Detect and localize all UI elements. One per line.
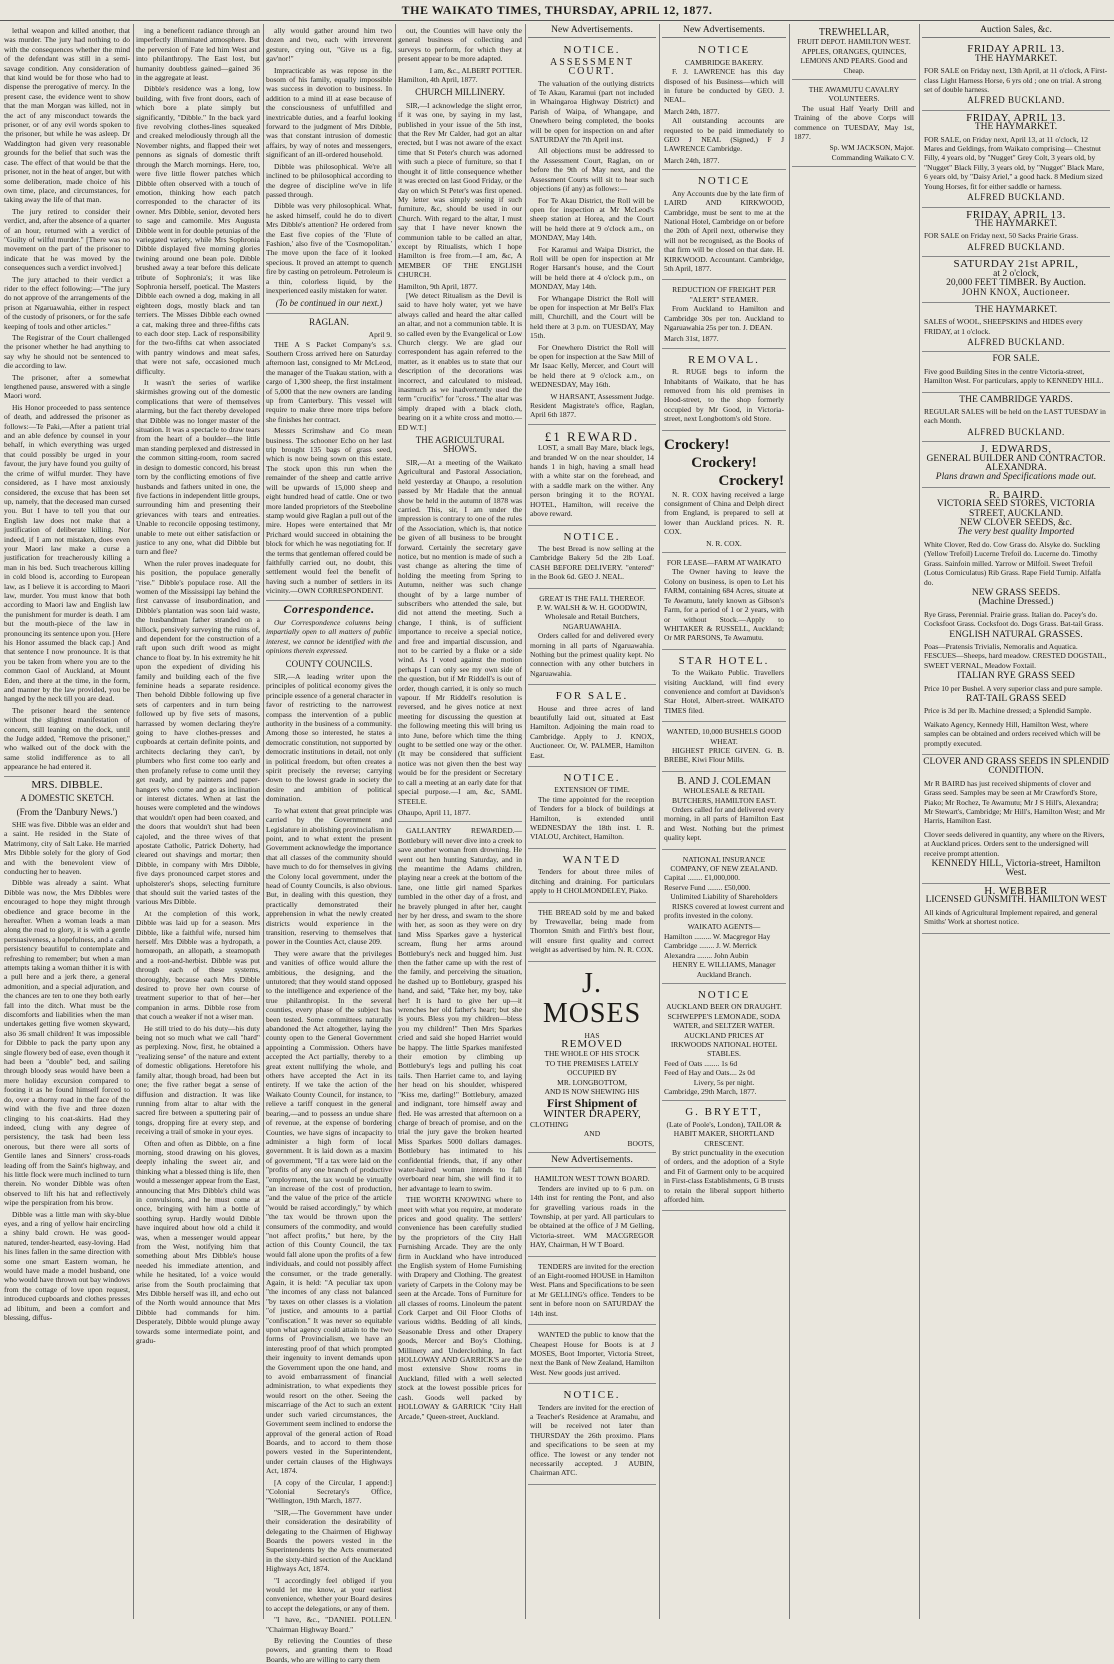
ad-title: £1 REWARD. bbox=[544, 428, 640, 444]
ad-body: Rye Grass, Perennial. Prairie grass. Italian do. Pacey's do. Cocksfoot Grass. Cocksfoot do. Dogs Grass. Bat-tail Grass. bbox=[924, 609, 1104, 629]
letter-signature: I am, &c., ALBERT POTTER. bbox=[429, 65, 522, 75]
editorial-note: Our Correspondence columns being impartially open to all matters of public interest, we cannot be identified with the opinions therein expressed. bbox=[266, 617, 392, 656]
ad-subtitle: EXTENSION OF TIME. bbox=[554, 785, 630, 795]
ad-text: MR. LONGBOTTOM, bbox=[557, 1077, 627, 1087]
auction-time: at 2 o'clock, bbox=[993, 268, 1039, 279]
ad-title: B. AND J. COLEMAN bbox=[677, 775, 771, 787]
ad-title: NOTICE bbox=[697, 44, 751, 57]
ad-body: TENDERS are invited for the erection of an Eight-roomed HOUSE in Hamilton West. Plans and Specifications to be seen at Mr GELLING's office. Tenders to be sent in before noon on SATURDAY the 14th inst. bbox=[530, 1261, 654, 1318]
ad-subtitle: FRUIT DEPOT. HAMILTON WEST. APPLES, ORANGES, QUINCES, LEMONS AND PEARS. Good and Cheap. bbox=[797, 37, 911, 75]
ad-line: Reserve Fund ........ £50,000. bbox=[664, 882, 751, 892]
article-paragraph: To what extent that great principle was carried by the Government and Legislature in abolishing provincialism in point, and to what extent the present Government acknowledge the importance that all classes of the community should have much to do for themselves in giving the Colony local government, under the head of County Councils, is also obvious. But, in dealing with this question, they practically demonstrated their apprehension in what the newly created districts would experience in the transition, reserving to themselves that power in the Counties Act, clause 209. bbox=[266, 805, 392, 947]
advertisement bbox=[662, 283, 786, 348]
article-paragraph: The jury retired to consider their verdict, and, after the absence of a quarter of an hour, returned with a verdict of "Guilty of wilful murder." [There was no movement on the part of the prisoner to indicate that he was moved by the consequences such a verdict involved.] bbox=[4, 206, 130, 273]
auction-notice bbox=[922, 257, 1110, 303]
column-4 bbox=[398, 26, 522, 1617]
ad-body: THE BREAD sold by me and baked by Trewavellar, being made from Thornton Smith and Firth's best flour, will ensure first quality and correct weight as advertised by him. N. R. COX. bbox=[530, 907, 654, 955]
article-paragraph: SIR,—I acknowledge the slight error, if it was one, by saying in my last, published in your issue of the 5th inst, that the Rev Mr Calder, had got an altar erected, but I was not aware of the exact time that St Peter's church was adorned with such a piece of furniture, so that I thought it of little consequence whether it was erected on last Good Friday, or the day on which St Peter's was first opened. My letter was simply seeing if such furniture, &c, should be used in our Church. With regard to the altar, I must say that I have never known the communion table to be called an altar, except by Ritualists, which I hope Hamilton is free from.—I am, &c, A MEMBER OF THE ENGLISH CHURCH. bbox=[398, 100, 522, 280]
ad-title: ASSESSMENT COURT. bbox=[550, 56, 634, 78]
ad-body: F. J. LAWRENCE has this day disposed of his Business—which will in future be conducted by GEO. J. NEAL. bbox=[664, 67, 784, 105]
ad-body: To the Waikato Public. Travellers visiting Auckland, will find every convenience and comfort at Davidson's Star Hotel, Albert-street. WAIKATO TIMES filed. bbox=[664, 668, 784, 715]
ad-body: HIGHEST PRICE GIVEN. G. B. BREBE, Kiwi Flour Mills. bbox=[664, 745, 784, 765]
section-header: New Advertisements. bbox=[662, 26, 786, 38]
article-paragraph: It wasn't the series of warlike skirmishes growing out of the domestic complications that were of themselves alarming, but the fact thereby developed that Dibble was no longer master of the situation. It was a spectacle to draw tears from the heart of a boulder—the little man standing perplexed and distressed in the common sitting-room, room sacred in design to domestic concord, his breast torn by the conflicting emotions of five husbands and fathers united in one, the five factions in independent little groups, surrounding him and presenting their grievances with tears and entreaties. Unable to reconcile opposing testimony, unable to mete out either satisfaction or justice to any one, what did Dibble but turn and flee? bbox=[136, 378, 260, 557]
continued-note: (To be continued in our next.) bbox=[275, 298, 383, 309]
advertisement bbox=[528, 770, 656, 849]
ad-body: By strict punctuality in the execution of orders, and the adoption of a Style and Fit of Garment only to be acquired in First-class Establishments, G B trusts to retain the liberal support hitherto afforded him. bbox=[664, 1148, 784, 1205]
advertisement bbox=[528, 42, 656, 424]
auction-place: THE HAYMARKET. bbox=[974, 53, 1058, 64]
advertisement bbox=[528, 592, 656, 686]
article-paragraph: ing a beneficent radiance through an imperfectly illuminated atmosphere. But the perversion of Fate led him West and into philanthropy. The East lost, but humanity doubtless gained—gained 36 in the aggregate at least. bbox=[136, 26, 260, 83]
auction-signature: ALFRED BUCKLAND. bbox=[967, 241, 1065, 252]
advertisement bbox=[662, 653, 786, 722]
ad-title: REDUCTION OF FREIGHT PER "ALERT" STEAMER. bbox=[672, 285, 776, 304]
advertisement-moses bbox=[528, 965, 656, 1153]
ad-subtitle: NEW CLOVER SEEDS, &c. bbox=[960, 518, 1072, 529]
ad-date: March 24th, 1877. bbox=[664, 106, 720, 116]
ad-title: NOTICE. bbox=[563, 1389, 621, 1402]
ad-subtitle: AUCKLAND BEER ON DRAUGHT. SCHWEPPE'S LEMONADE, SODA WATER, and SELTZER WATER. bbox=[666, 1002, 782, 1031]
section-header: New Advertisements. bbox=[528, 1156, 656, 1168]
article-paragraph: Messrs Scrimshaw and Co mean business. The schooner Echo on her last trip brought 135 bags of grass seed, which is now being sown on this estate. The stock upon this run when the remainder of the sheep and cattle arrive will be upwards of 15,000 sheep and eight hundred head of cattle. One or two more landed proprietors of the Steeboline stamp would give Raglan a pull out of the mire. Hopes were entertained that Mr Prichard would succeed in obtaining the block for which he was negotiating for. If the terms that gentleman offered could be faithfully carried out, no doubt, this settlement would feel the benefit of having such a number of settlers in its vicinity.—OWN CORRESPONDENT. bbox=[266, 426, 392, 596]
auction-place: THE CAMBRIDGE YARDS. bbox=[959, 394, 1073, 405]
ad-body: For Whangape District the Roll will be open for inspection at Mr Bell's Flax mill, Churchill, and the Court will be held there at 3 p.m. on TUESDAY, May 15th. bbox=[530, 293, 654, 341]
article-paragraph: The Registrar of the Court challenged the prisoner whether he had anything to say why he should not be sentenced to die according to law. bbox=[4, 333, 130, 371]
auction-signature: ALFRED BUCKLAND. bbox=[967, 95, 1065, 106]
ad-body: Plans drawn and Specifications made out. bbox=[935, 472, 1097, 483]
article-paragraph: His Honor proceeded to pass sentence of death, and addressed the prisoner as follows:—Te Paki,—After a patient trial and an able defence by counsel in your behalf, in which everything was urged that could possibly be urged in your favour, the jury have found you guilty of the crime of wilful murder. They have considered, as I have most anxiously considered, the excuse that has been set up, namely, that the deceased man cursed you. But I have to tell you that our English law does not make that a justification of deliberate killing. Nor indeed, if I am not mistaken, does even your Maori law make a curse a justification for treacherously killing a man in his bed. Such treacherous killing in cold blood is, according to European law, as I believe it is according to Maori law, murder. You must know that both according to Maori law and English law the punishment for murder is death. I am but the mouth-piece of the law in pronouncing its sentence upon you. [Here his Honor assumed the black cap.] And that sentence I now pronounce. It is that you be taken from where you are to the common Gaol of Auckland, at Mount Eden, and there at the time, in the form, and manner by the law provided, you be hanged by the neck till you are dead. bbox=[4, 402, 130, 704]
ad-title: STAR HOTEL. bbox=[678, 654, 770, 667]
advertisement bbox=[662, 352, 786, 431]
article-paragraph: GALLANTRY REWARDED.—Bottlebury will never dive into a creek to save another woman from drowning. He went out hen hunting Saturday, and in the meantime the Adams children, playing near a creek at the bottom of the lane, one little girl named Sparkes tumbled in the other day of a frost, and he bravely plunged in after her, caught her by her dress, and swam to the shore with her, as soon as they were on dry land Miss Sparkes gave a hysterical scream, flung her arms around Bottlebury's neck and hugged him. Just then the father came up with the rest of the family, and perceiving the situation, he dashed up to Bottlebury, grasped his hand, and said, "Take her, my boy, take her! It is hard to give her up—it wrenches her old father's heart; but she is yours. Bless you my children—bless you my children!" Then Mrs Sparkes cried and said she hoped Harriet would be happy. The little Sparkes manifested their emotion by climbing up Bottlebury's legs and pulling his coat tails. Then Harriet came to, and laying her head on his shoulder, whispered "Kiss me, darling!" Bottlebury, amazed and indignant, tore himself away and fled. He was arrested that afternoon on a charge of breach of promise, and on the trial the jury gave the broken hearted Miss Sparkes 5000 dollars damages. Bottlebury has intimated to his confidential friends, that, if any other water-haired woman intends to fall overboard near him, she will find it to her advantage to learn to swim. bbox=[398, 826, 522, 1193]
article-paragraph: "I accordingly feel obliged if you would let me know, at your earliest convenience, whether your Board desires to accept the delegations, or any of them. bbox=[266, 1575, 392, 1613]
article-paragraph: THE WORTH KNOWING where to meet with what you require, at moderate prices and good quality. The settlers' convenience has been carefully studied by the proprietors of the City Hall Furnishing Arcade. They are the only firm in Auckland who have introduced the English system of Home Furnishing with Drapery and Clothing. The greatest variety of Carpets in the Colony may be seen at the Arcade. Tons of Furniture for all classes of rooms. Linoleum the patent Cork Carpet and Oil Floor Cloths of various widths. Bedding of all kinds, Seasonable Dress and other Drapery goods, Mercer and Boy's Clothing, Millinery and Underclothing. In fact HOLLOWAY AND GARRICK'S are the most extensive Show rooms in Auckland, filled with a well selected stock at the lowest possible prices for cash. Goods well packed by HOLLOWAY & GARRICK "City Hall Arcade," Queen-street, Auckland. bbox=[398, 1195, 522, 1421]
dateline: Hamilton, 4th April, 1877. bbox=[398, 75, 478, 85]
ad-signature: W HARSANT, Assessment Judge. bbox=[550, 391, 654, 401]
article-paragraph: "I have, &c., "DANIEL POLLEN. "Chairman Highway Board." bbox=[266, 1615, 392, 1634]
ad-subtitle: (Late of Poole's, London), TAILOR & HABIT MAKER, SHORTLAND CRESCENT. bbox=[666, 1119, 782, 1148]
column-8 bbox=[922, 26, 1110, 1617]
ad-line: Feed of Oats ........ 1s 6d bbox=[664, 1058, 738, 1068]
ad-title: THE AWAMUTU CAVALRY VOLUNTEERS. bbox=[808, 85, 900, 104]
divider bbox=[398, 821, 522, 822]
ad-body: The usual Half Yearly Drill and Training of the above Corps will commence on TUESDAY, May 1st, 1877. bbox=[794, 103, 914, 142]
ad-title: H. WEBBER bbox=[984, 884, 1048, 897]
ad-title: NOTICE. bbox=[563, 772, 621, 785]
divider bbox=[4, 776, 130, 777]
masthead: THE WAIKATO TIMES, THURSDAY, APRIL 12, 1877. bbox=[0, 0, 1114, 21]
advertisement bbox=[528, 906, 656, 962]
advertisement-crockery bbox=[662, 434, 786, 553]
article-paragraph: The jury attached to their verdict a rider to the effect following:—"The jury do not approve of the arrangements of the prison at Ngaruawahia, either in respect of the custody of prisoners, or for the safe keeping of tools and other articles." bbox=[4, 274, 130, 331]
ad-body: White Clover, Red do. Cow Grass do. Alsyke do. Suckling (Yellow Trefoil) Lucerne Trefoil do. Lucerne do. Timothy Grass. Sainfoin milled. Yarrow or Milfoil. Sweet Trefoil (Lotus Corniculatus) Rib Grass. Rape Field Turnip. Alfalfa do. bbox=[924, 539, 1101, 587]
section-header: New Advertisements. bbox=[528, 26, 656, 38]
ad-body: Clover seeds delivered in quantity, any where on the Rivers, at Auckland prices. Orders sent to the undersigned will receive prompt attention. bbox=[924, 829, 1105, 858]
ad-text: REMOVED bbox=[561, 1037, 623, 1050]
column-rule bbox=[919, 24, 920, 1619]
ad-body: The valuation of the outlying districts of Te Akau, Karamui (part not included in Whaingaroa Highway District) and Parish of Waipa, of Whangape, and Onewhero being completed, the books will be open for inspection on and after SATURDAY the 7th April inst. bbox=[530, 78, 654, 145]
ad-date: Resident Magistrate's office, Raglan, April 6th 1877. bbox=[530, 401, 654, 420]
ad-body: From Auckland to Hamilton and Cambridge 30s per ton. Auckland to Ngaruawahia 25s per ton. J. DEAN. bbox=[664, 304, 784, 332]
advertisement bbox=[662, 853, 786, 984]
article-paragraph: SIR,—At a meeting of the Waikato Agricultural and Pastoral Association, held yesterday at Ohaupo, a resolution passed by Mr Hadale that the annual show be held in the autumn of 1878 was carried. This, sir, I am under the impression is contrary to one of the rules of the Association, which is, that notice be given of all business to be brought forward. Certainly the secretary gave notice, but no mention is made of such a vast change as altering the time of holding the meeting from Spring to Autumn, neither was such change thought of by a large number of subscribers who attended the sale, but did not attend the meeting. Such a change, I think, is of sufficient importance to receive a special notice, and free and impartial discussion, and not to be carried by a fluke or a side wind. As I voted against the motion perhaps I can only see my own side of the question, but if Mr Riddell's is out of order, though carried, it is only so much vapour. If Mr Riddell's resolution is reversed, and he gives notice at next meeting for discussing the question at the following meeting this will bring us into June, before which time the thing ought to be settled one way or the other. (It may be considered that sufficient notice was not given then the best way would be for the president or Secretary to call a meeting at an early date for that special purpose.—I am, &c, SAML STEELE. bbox=[398, 457, 522, 806]
advertisement bbox=[528, 1260, 656, 1325]
ad-subtitle: NEW GRASS SEEDS. bbox=[971, 587, 1061, 598]
ad-body: Any Accounts due by the late firm of LAIRD AND KIRKWOOD, Cambridge, must be sent to me at the National Hotel, Cambridge on or before the 20th of April next, otherwise they will not be recognised, as the Books of that firm will be closed on that date. H. KIRKWOOD. Accountant. Cambridge, 5th April, 1877. bbox=[664, 188, 784, 273]
ad-signature: HENRY E. WILLIAMS, Manager Auckland Branch. bbox=[672, 960, 776, 979]
ad-body: The time appointed for the reception of Tenders for a block of buildings at Hamilton, is extended until WEDNESDAY the 18th inst. I. R. VIALOU, Architect, Hamilton. bbox=[530, 794, 654, 842]
article-paragraph: By relieving the Counties of these powers, and granting them to Road Boards, who are willing to carry them bbox=[266, 1636, 392, 1664]
auction-body: Five good Building Sites in the centre Victoria-street, Hamilton West. For particulars, apply to KENNEDY HILL. bbox=[924, 366, 1104, 386]
article-paragraph: out, the Counties will have only the general business of collecting and surveys to perform, for which they at present appear to be more adapted. bbox=[398, 26, 522, 64]
article-paragraph: He still tried to do his duty—his duty being not so much what we call "hard" as perplexing. Now, first, he obtained a "realizing sense" of the nature and extent of domestic obligations. Heretofore his family altar, though broad, had been but one; the five rather begat a sense of diffusion and distraction. It was like running from altar to altar with the sacred fire between a sputtering pair of tongs, dropping fire at every step, and receiving a trail of smoke in your eyes. bbox=[136, 1023, 260, 1137]
article-paragraph: SHE was five. Dibble was an elder and a saint. He resided in the State of Matrimony, city of Salt Lake. He married Mrs Dibble solely for the glory of God and with the benevolent view of conducting her to heaven. bbox=[4, 819, 130, 876]
ad-subtitle: GENERAL BUILDER AND CONTRACTOR. ALEXANDRA. bbox=[926, 453, 1106, 474]
article-paragraph: Dibble was already a saint. What Dibble was now, the Mrs Dibbles were encouraged to hope they might through obedience and grace become in the hereafter. When a woman leads a man along the road to glory, it is with a gentle persuasiveness, a hopefulness, and a calm persistency beautiful to contemplate and refreshing to remember; but when a man attempts taking a woman thither it is with a pull here and a jerk there, a general admonition, and a special adjuration, and the chances are ten to one they both early fall into the ditch. What must be the discomforts and liabilities when the man undertakes getting five women skyward, also 36 small children! It was impossible for Dibble to pack the party upon any single flowery bed of ease, even though it had been a "double" bed, and sailing through bloody seas would have been a mere holiday excursion compared to footing it as he found himself forced to do, over a thorny road in the face of the wind with the five and three dozen clinging to his coat-skirts. Had they indeed, clung with any degree of persistency, the task had been less onerous, but there were all sorts of Gentile lanes and Sinners' cross-roads leading off from the Saint's highway, and his little flock were much inclined to turn therein. No wonder Dibble was often observed to lift his hat and reflectively wipe the perspiration from his brow. bbox=[4, 878, 130, 1208]
ad-text: AND IS NOW SHEWING HIS bbox=[544, 1086, 640, 1096]
advertisement bbox=[922, 755, 1110, 884]
ad-title: G. BRYETT, bbox=[685, 1106, 763, 1119]
ad-body: For Onewhero District the Roll will be open for inspection at the Saw Mill of Mr Isaac Kelly, Mercer, and Court will be held there at 9 o'clock a.m., on WEDNESDAY, May 16th. bbox=[530, 342, 654, 390]
column-3 bbox=[266, 26, 393, 1664]
advertisement bbox=[662, 173, 786, 280]
section-header: Auction Sales, &c. bbox=[922, 26, 1110, 38]
ad-body: LOST, a small Bay Mare, black legs, and branded W on the near shoulder, 14 hands 1 in high, having a small head with a white star on the forehead, and with a saddle mark on the wither. Any person bringing it to the ROYAL HOTEL, Hamilton, will receive the above reward. bbox=[530, 443, 654, 519]
ad-body: Price is 3d per lb. Machine dressed; a Splendid Sample. bbox=[924, 706, 1092, 716]
auction-date: FRIDAY, APRIL 13. bbox=[966, 111, 1066, 124]
ad-title: Crockery! bbox=[691, 454, 757, 471]
auction-body: FOR SALE, on Friday next, April 13, at 11 o'clock, 12 Mares and Geldings, from Waikato comprising— Chestnut Filly, 4 years old, by "Nugget" Grey Colt, 3 years old, by "Nugget" Black Filly, 3 years old, by "Nugget" Black Mare, 6 years old, by "Daisy Ariel," a good hack. 8 Medium sized Young Horses, fit for either saddle or harness. bbox=[924, 134, 1105, 191]
ad-text: TO THE PREMISES LATELY bbox=[545, 1058, 639, 1068]
ad-body: The Owner having to leave the Colony on business, is open to Let his FARM, containing 684 Acres, situate at Te Awamutu, lately known as Gibson's Farm, for a period of 1 or 2 years, with or without Stock.—Apply to WHITAKER & RUSSELL, Auckland; Or MR PARSONS, Te Awamutu. bbox=[664, 567, 784, 643]
ad-body: Tenders are invited up to 6 p.m. on 14th inst for renting the Pont, and also for gravelling various roads in the Township, at per yard. All particulars to be obtained at the office of J M Gelling, Victoria-street. WM MACGREGOR HAY, Chairman, H W T Board. bbox=[530, 1183, 654, 1250]
article-paragraph: THE A S Packet Company's s.s. Southern Cross arrived here on Saturday afternoon last, consigned to Mr McLeod, the manager of the Tuakau station, with a cargo of 1,300 sheep, the first instalment of 5,000 that the new owners are landing up from Canterbury. This vessel will require to make three more trips before she finishes her contract. bbox=[266, 339, 392, 424]
auction-place: THE HAYMARKET. bbox=[974, 218, 1058, 229]
ad-line: (Machine Dressed.) bbox=[978, 597, 1054, 608]
advertisement bbox=[792, 26, 916, 80]
ad-date: Cambridge, 29th March, 1877. bbox=[664, 1086, 757, 1096]
article-paragraph: "SIR,—The Government have under their consideration the desirability of delegating to the Chairmen of Highway Boards the powers vested in the Superintendents by the Acts enumerated in the sixty-third section of the Auckland Highways Act, 1874. bbox=[266, 1507, 392, 1574]
ad-text: THE WHOLE OF HIS STOCK bbox=[544, 1049, 640, 1059]
article-paragraph: ally would gather around him two dozen and two, each with irreverent gesture, crying out, "Give us a fig, gav'nor!" bbox=[266, 26, 392, 64]
advertisement bbox=[662, 725, 786, 772]
ad-body: Orders called for and delivered every morning in all parts of Ngaruawahia. Nothing but the primest quality kept. No connection with any other butchers in Ngaruawahia. bbox=[530, 631, 654, 678]
article-title: MRS. DIBBLE. bbox=[31, 778, 103, 791]
auction-notice bbox=[922, 208, 1110, 258]
section-title-correspondence: Correspondence. bbox=[283, 601, 375, 616]
dateline: April 9. bbox=[368, 330, 392, 340]
ad-title: R. BAIRD. bbox=[988, 488, 1044, 501]
article-paragraph: They were aware that the privileges and vanities of office would allure the ambitious, the designing, and the untutored; that they would stand opposed to the intelligence and experience of the true philanthropist. In the several counties, every phase of the subject has been tested. Some committees naturally abandoned the Act altogether, laying the county open to the General Government appointing a Commission. Others have accepted the Act partially, thereby to a great extent nullifying the whole, and others have accepted the Act in its entirety. If we take the action of the Waikato County Council, for instance, to relieve a tariff conquest in the general bearing,—and to possess an undue share of revenue, at the expense of bordering Counties, we have signs of incapacity to administer a high form of local government. It is laid down as a maxim of government, "If a tax were laid on the "profits of any one branch of productive "employment, the tax would be virtually "an increase of the cost of production, "and the value of the price of the article "would be raised accordingly," by which "the tax would be thrown upon the consumers of the commodity, and would "not affect profits," but here, by the action of this County Council, the tax would fall alone upon the profits of a few individuals, and could not possibly affect the consumer, or the trade generally. Again, it is held: "A peculiar tax upon "the incomes of any class not balanced "by taxes on other classes is a violation "of justice, and amounts to a partial "confiscation." It was never so equitable upon what agency could attain to the two forms of Provincialism, we have an interesting proof of that which prompted their ingenuity to invent demands upon the Government upon the one hand, and to avoid embarrassment of financial administration, to what expedients they would resort on the other. Seeing the miscarriage of the Act to such an extent under such varied circumstances, the Government seem inclined to endorse the approval of the general action of Road Boards, and to accord to them those powers vested in the Superintendent, under certain clauses of the Highways Act, 1874. bbox=[266, 948, 392, 1476]
ad-title: TREWHELLAR, bbox=[818, 27, 890, 38]
ad-body: House and three acres of land beautifully laid out, situated at East Hamilton. Adjoining the main road to Cambridge. Apply to J. KNOX, Auctioneer. Or, W. PALMER, Hamilton East. bbox=[530, 703, 654, 760]
ad-body: For Te Akau District, the Roll will be open for inspection at Mr McLeod's sheep station at Horea, and the Court will be held there at 9 o'clock a.m., on MONDAY, May 14th. bbox=[530, 195, 654, 243]
letter-title: COUNTY COUNCILS. bbox=[285, 658, 373, 669]
ad-title: NOTICE. bbox=[563, 44, 621, 57]
auction-body: FOR SALE on Friday next, 13th April, at 11 o'clock, A First-class Light Harness Horse, 6 yrs old ; one on trial. A strong set of double harness. bbox=[924, 66, 1108, 95]
article-source: (From the 'Danbury News.') bbox=[16, 806, 118, 817]
ad-body: WANTED the public to know that the Cheapest House for Boots is at J MOSES, Boot Importer, Victoria Street, next the Bank of New Zealand, Hamilton West. New goods just arrived. bbox=[530, 1330, 654, 1377]
ad-title: NOTICE. bbox=[563, 530, 621, 543]
auction-signature: ALFRED BUCKLAND. bbox=[967, 426, 1065, 437]
advertisement bbox=[922, 442, 1110, 488]
auction-body: 20,000 FEET TIMBER. By Auction. bbox=[946, 277, 1086, 288]
ad-title: GREAT IS THE FALL THEREOF. bbox=[539, 593, 645, 603]
auction-body: REGULAR SALES will be held on the LAST TUESDAY in each Month. bbox=[924, 407, 1106, 426]
auction-notice bbox=[922, 393, 1110, 443]
advertisement bbox=[792, 83, 916, 167]
ad-text: AND bbox=[583, 1129, 601, 1139]
column-rule bbox=[525, 24, 526, 1619]
ad-body: Mr R BAIRD has just received shipments of clover and Grass seed. Samples may be seen at Mr Crawford's Store, Piako; Mr Rochez, Te Awamutu; Mr J S Hill's, Alexandra; Mr Stewart's, Cambridge; Mr Hill's, Hamilton West; and Mr Harris, Hamilton East. bbox=[924, 778, 1105, 826]
ad-text: OCCUPIED BY bbox=[567, 1068, 617, 1078]
auction-title: FOR SALE. bbox=[992, 354, 1040, 365]
ad-text: BOOTS, bbox=[627, 1138, 654, 1148]
ad-body: RISKS covered at lowest current and profits invested in the colony. bbox=[664, 901, 784, 921]
article-paragraph: The prisoner, after a somewhat lengthened pause, answered with a single Maori word. bbox=[4, 372, 130, 401]
divider bbox=[266, 313, 392, 314]
ad-line: Livery, 5s per night. bbox=[693, 1077, 755, 1087]
column-rule bbox=[789, 24, 790, 1619]
auction-notice bbox=[922, 42, 1110, 110]
article-paragraph: Dibble's residence was a long, low building, with five front doors, each of which bore a plate simply but significantly, "Dibble." In the back yard five revolving clothes-lines squeaked and creaked melodiously through all the November nights, and flapped their wet pennons as signals of domestic thrift through the March mornings. Here, too, were five little flower patches which Dibble often observed with a touch of emotion, thinking how each patch corresponded to the character of its owner. Mrs Dibble, senior, devoted hers to sage and camomile. Mrs Augusta Dibble went in for double petunias of the variegated variety, while Mrs Sophronia Dibble displayed five morning glories twining around one bean pole. Dibble brushed away a tear before this delicate tribute of Sophronia's; it was like Sophronia herself, poetical. The Masters Dibble each owned a dog, making in all eighteen dogs, mostly black and tan terriers. The Misses Dibble each owned a cat, making three and three-fifths cats to each door step. Lack of responsibility for the two-fifths cat when associated with pantry windows and meat safes, that were not safe, occasioned much difficulty. bbox=[136, 84, 260, 376]
ad-title: CLOVER AND GRASS SEEDS IN SPLENDID CONDITION. bbox=[923, 757, 1109, 777]
auction-place: THE HAYMARKET. bbox=[974, 304, 1058, 315]
ad-line: WAIKATO AGENTS— bbox=[687, 922, 761, 932]
auction-notice bbox=[922, 352, 1110, 392]
section-title-raglan: RAGLAN. bbox=[309, 316, 349, 327]
auction-signature: ALFRED BUCKLAND. bbox=[967, 192, 1065, 203]
ad-body: All outstanding accounts are requested to be paid immediately to GEO J NEAL (Signed,) F J LAWRENCE Cambridge. bbox=[664, 116, 784, 154]
article-paragraph: Dibble was very philosophical. What, he asked himself, could he do to divert Mrs Dibble's attention? He ordered from the East five copies of the 'Flute of Fashion,' also five of the 'Cosmopolitan.' The move upon the face of it looked specious. It proved an attempt to quench fire by casting on petroleum. Petroleum is a thin, colorless liquid, by the inexperienced easily mistaken for water. bbox=[266, 201, 393, 295]
ad-subtitle: Wholesale and Retail Butchers, NGARUAWAHIA. bbox=[544, 612, 640, 631]
article-paragraph: Dibble was a little man with sky-blue eyes, and a ring of yellow hair encircling a shiny bald crown. He was good-natured, tender-hearted, easy-loving. Had his lines fallen in the same direction with some one smart Eastern woman, he would have made a model husband, one who would have thrown out bay windows from the cottage of love upon request, introduced cupboards and clothes presses ad libitum, and been a comfort and blessing, diffus- bbox=[4, 1209, 130, 1323]
ad-body: The best Bread is now selling at the Cambridge Bakery 5d the 2lb Loaf. CASH BEFORE DELIVERY. "entered" in the Book 6d. GEO J. NEAL. bbox=[530, 543, 654, 582]
column-5 bbox=[528, 26, 656, 1617]
article-paragraph: The prisoner heard the sentence without the slightest manifestation of concern, still leaning on the dock, until the Judge added, "Remove the prisoner," who walked out of the dock with the same stolid indifference as to all appearance he had entered it. bbox=[4, 705, 130, 772]
article-paragraph: Dibble was philosophical. We're all inclined to be philosophical according to the degree of discipline we've in life passed through. bbox=[266, 161, 392, 199]
dateline: Ohaupo, April 11, 1877. bbox=[398, 807, 471, 817]
article-paragraph: SIR,—A leading writer upon the principles of political economy gives the principle essence of a general character in favor of restricting to the narrowest compass the intervention of a public authority in the business of a community. Among those so interested, he states a democratic constitution, not supported by democratic institutions in detail, not only in political freedom, but often creates a spirit precisely the reverse; carrying down to the lowest grade in society the desire and ambition of political domination. bbox=[266, 672, 392, 804]
advertisement bbox=[528, 1387, 656, 1485]
ad-body: R. RUGE begs to inform the Inhabitants of Waikato, that he has removed from his old premises in Hood-street, to the shop formerly occupied by Mr Good, in Victoria-street, next Longbottom's old Store. bbox=[664, 367, 784, 424]
ad-body: All kinds of Agricultural Implement repaired, and general Smiths' Work at shortest notice. bbox=[924, 907, 1098, 927]
ad-subtitle: CAMBRIDGE BAKERY. bbox=[684, 57, 764, 67]
ad-body: Tenders are invited for the erection of a Teacher's Residence at Aramahu, and will be received not later than THURSDAY the 26th proximo. Plans and specifications to be seen at my office. The lowest or any tender not necessarily accepted. J AUBIN, Chairman ATC. bbox=[530, 1402, 654, 1478]
column-rule bbox=[659, 24, 660, 1619]
auction-notice bbox=[922, 111, 1110, 208]
article-paragraph: [A copy of the Circular, I append:] "Colonial Secretary's Office, "Wellington, 19th March, 1877. bbox=[266, 1477, 392, 1506]
ad-signature: KENNEDY HILL, Victoria-street, Hamilton West. bbox=[931, 859, 1101, 879]
ad-line: The very best quality Imported bbox=[957, 527, 1075, 538]
letter-title: THE AGRICULTURAL SHOWS. bbox=[415, 435, 505, 455]
article-subtitle: A DOMESTIC SKETCH. bbox=[20, 793, 114, 804]
ad-title: REMOVAL. bbox=[688, 353, 760, 366]
ad-body: Price 10 per Bushel. A very superior class and pure sample. bbox=[924, 683, 1103, 693]
ad-title: FOR LEASE—FARM AT WAIKATO bbox=[666, 558, 782, 568]
ad-subtitle: AUCKLAND PRICES AT IRKWOODS NATIONAL HOTEL STABLES. bbox=[670, 1030, 778, 1059]
ad-line: Hamilton ......... W. Macgregor Hay bbox=[664, 931, 771, 941]
ad-subtitle: LICENSED GUNSMITH. HAMILTON WEST bbox=[925, 895, 1107, 906]
ad-body: Waikato Agency, Kennedy Hill, Hamilton West, where samples can be obtained and orders received which will be promptly executed. bbox=[924, 719, 1101, 748]
advertisement bbox=[528, 428, 656, 526]
advertisement bbox=[662, 1104, 786, 1211]
ad-title: Crockery! bbox=[664, 436, 730, 453]
ad-date: March 24th, 1877. bbox=[664, 155, 720, 165]
auction-body: SALES of WOOL, SHEEPSKINS and HIDES every FRIDAY, at 1 o'clock. bbox=[924, 317, 1083, 336]
column-rule bbox=[263, 24, 264, 1619]
ad-line: Unlimited Liability of Shareholders bbox=[670, 892, 778, 902]
advertisement bbox=[662, 42, 786, 170]
column-rule bbox=[133, 24, 134, 1619]
auction-date: FRIDAY APRIL 13. bbox=[967, 43, 1065, 56]
divider bbox=[266, 600, 392, 601]
ad-body: For Karamui and Waipa District, the Roll will be open for inspection at Mr Roger Harsant's house, and the Court will be held there at 4 o'clock p.m., on MONDAY, May 14th. bbox=[530, 244, 654, 292]
ad-body: Orders called for and delivered every morning, in all parts of Hamilton East and West. Nothing but the primest quality kept. bbox=[664, 805, 784, 843]
ad-body: Tenders for about three miles of ditching and draining. For particulars apply to H CHOLMONDELEY, Piako. bbox=[530, 867, 654, 896]
ad-title: NOTICE bbox=[697, 988, 751, 1001]
advertisement bbox=[922, 884, 1110, 934]
ad-line: Cambridge ........ J. W. Merrick bbox=[664, 941, 757, 951]
column-2 bbox=[136, 26, 260, 1617]
ad-body: Poas—Pratensis Trivialis, Nemoralis and Aquatica. FESCUES—Sheeps, hard meadow. CRESTED DOGSTAIL, SWEET VERNAL, Meadow Foxtail. bbox=[924, 641, 1107, 670]
ad-title: J. EDWARDS, bbox=[980, 443, 1052, 456]
advertisement bbox=[528, 529, 656, 589]
auction-signature: JOHN KNOX, Auctioneer. bbox=[962, 287, 1070, 298]
column-1 bbox=[4, 26, 130, 1617]
ad-title: WANTED, 10,000 BUSHELS GOOD WHEAT. bbox=[666, 727, 782, 746]
auction-notice bbox=[922, 303, 1110, 353]
article-paragraph: When the ruler proves inadequate for his position, the populace generally "rise." Dibble's populace rose. All the women of the Mississippi lay behind the first canvasse of insubordination, and Dibble's plantation was soon laid waste, the husbandman father stranded on a hillock, pensively surveying the ruins of, and dependent for the construction of a raft upon such drift wood as might chance to float by. In his extremity he hit upon the expedient of dividing his family and building each of the five feminine heads a separate residence. Then behold Dibble following up five sets of carpenters and in turn being followed up by five sets of masons, harrassed by women declaring they're going to have clothes-presses and cupboards at certain definite points, and architects declaring they can't, by plumbers who first come too early and then profanely refuse to come until they get ready, and by painters and paper-hangers who come and go as inclination or interest dictates. When at last the houses were completed and the windows that wouldn't open had been coaxed, and the doors that wouldn't shut had been cajoled, and the three wives of that apostate Catholic, Patrick Doherty, had cleared out shavings and mortar; then Dibble, in company with Mrs Dibble, five days pronounced carpet stores and upholsterer's shops, selecting furniture that should suit the varied tastes of the various Mrs Dibble. bbox=[136, 558, 260, 907]
article-paragraph: Impracticable as was repose in the bosom of his family, equally impossible was success in devotion to business. In addition to a mind ill at ease because of the consciousness of unfulfilled and inextricable duties, and a fearful looking forward to the judgment of Mrs Dibble, was that constant intrusion of domestic affairs, by way of notes and messengers, significant of an ill-ordered household. bbox=[266, 65, 392, 160]
auction-place: THE HAYMARKET. bbox=[974, 122, 1058, 133]
article-paragraph: At the completion of this work, Dibble was laid up for a season. Mrs Dibble, like a faithful wife, nursed him herself. Mrs Dibble was a hydropath, a homœopath, an allopath, a steamopath and a root-and-herbist. Dibble was put through each of these systems, thoroughly, because each Mrs Dibble desired to prove her own course of treatment superior to that of her—her companion in arms. Dibble rose from that couch a weaker if not a wiser man. bbox=[136, 908, 260, 1022]
advertisement bbox=[662, 775, 786, 850]
advertisement bbox=[528, 688, 656, 767]
advertisement bbox=[528, 1172, 656, 1256]
ad-text: First Shipment of bbox=[547, 1096, 637, 1111]
column-7 bbox=[792, 26, 916, 1617]
column-6 bbox=[662, 26, 786, 1617]
ad-title: FOR SALE. bbox=[555, 690, 629, 703]
ad-subtitle: VICTORIA SEED STORES, VICTORIA STREET, AUCKLAND. bbox=[936, 499, 1096, 519]
ad-text: CLOTHING bbox=[530, 1119, 569, 1129]
ad-subtitle: ENGLISH NATURAL GRASSES. bbox=[949, 629, 1083, 640]
column-rule bbox=[395, 24, 396, 1619]
ad-line: Alexandra ........ John Aubin bbox=[664, 950, 749, 960]
ad-body: N. R. COX having received a large consignment of China and Delph direct from England, is prepared to sell at lower than Auckland prices. N. R. COX. bbox=[664, 489, 784, 537]
ad-subtitle: ITALIAN RYE GRASS SEED bbox=[957, 671, 1075, 682]
ad-text: WINTER DRAPERY, bbox=[543, 1108, 641, 1121]
ad-subtitle: P. W. WALSH & W. H. GOODWIN, bbox=[536, 602, 648, 612]
letter-title: CHURCH MILLINERY. bbox=[415, 87, 505, 98]
advertisement bbox=[528, 852, 656, 903]
advertisement bbox=[922, 488, 1110, 755]
ad-body: All objections must be addressed to the Assessment Court, Raglan, on or before the 9th of May next, and the Assessment Courts will sit to hear such objections (if any) as follows:— bbox=[530, 146, 654, 194]
auction-date: FRIDAY, APRIL 13. bbox=[966, 208, 1066, 221]
ad-date: March 31st, 1877. bbox=[664, 334, 719, 344]
auction-date: SATURDAY 21st APRIL, bbox=[953, 258, 1079, 271]
auction-signature: ALFRED BUCKLAND. bbox=[967, 336, 1065, 347]
auction-body: FOR SALE on Friday next, 50 Sacks Prairie Grass. bbox=[924, 231, 1079, 241]
advertisement bbox=[662, 987, 786, 1101]
article-paragraph: Often and often as Dibble, on a fine morning, stood drawing on his gloves, deeply inhaling the sweet air, and thinking what a blessed thing is life, then would a messenger appear from the East, announcing that Mrs Dibble's child was in convulsions, and he must come at once, bringing with him a bottle of soothing syrup. Hardly would Dibble have inquired about how old a child it was, when a messenger would appear from the West, notifying him that something about Mrs Dibble's house needed his immediate attention, and while he hesitated, lo! a voice would arise from the South proclaiming that Mrs Dibble herself was ill, and echo out of the North would announce that Mrs Dibble had commands for him. Desperately, Dibble would plunge away towards some intermediate point, and gradu- bbox=[136, 1138, 260, 1346]
ad-line: Feed of Hay and Oats.... 2s 0d bbox=[664, 1068, 755, 1078]
ad-title: HAMILTON WEST TOWN BOARD. bbox=[534, 1174, 650, 1184]
ad-title: WANTED bbox=[562, 853, 622, 866]
ad-text: HAS bbox=[584, 1030, 600, 1040]
advertisement bbox=[528, 1328, 656, 1384]
ad-title: NATIONAL INSURANCE COMPANY, OF NEW ZEALAND. bbox=[670, 854, 778, 874]
article-paragraph: lethal weapon and killed another, that was murder. The jury had nothing to do with the consequences whether the mind of the defendant was still in a semi-savage condition. Any consideration of that kind would be for those who had to dispense the prerogative of mercy. In the present case, the evidence went to show that the man Morgan was killed, not in the act of any misconduct towards the prisoner, or of any evil words spoken to the prisoner, but while he was asleep. Dr Waddington had given very reasonable grounds for the belief that such was the case. The effect of that would be that the prisoner, not in the heat of anger, but with some deliberation, made choice of his own time, place, and circumstances, for taking away the life of that man. bbox=[4, 26, 130, 205]
ad-signature: Sp. WM JACKSON, Major. Commanding Waikato C V. bbox=[829, 143, 914, 162]
ad-subtitle: WHOLESALE & RETAIL BUTCHERS, HAMILTON EAST. bbox=[671, 786, 777, 805]
ad-signature: N. R. COX. bbox=[706, 538, 742, 548]
ad-title: NOTICE bbox=[697, 175, 751, 188]
dateline: Hamilton, 9th April, 1877. bbox=[398, 281, 478, 291]
ad-subtitle: RAT-TAIL GRASS SEED bbox=[966, 693, 1066, 704]
article-paragraph: [We detect Ritualism as the Devil is said to have holy water, yet we have always called and heard the altar called an altar, and not a communion table. It is so called even by the Evangelical or Low Church clergy. We are glad our correspondent has again referred to the matter, as it enables us to state that our description of the decorations was incorrect, and calculated to mislead, inasmuch as we inadvertently used the term "crucifix" for "cross." The altar was simply draped with a black cloth, bearing on it a white cross and motto.—ED W.T.] bbox=[398, 290, 522, 432]
ad-title: Crockery! bbox=[718, 472, 784, 489]
advertisement bbox=[662, 556, 786, 650]
ad-title: J. MOSES bbox=[542, 967, 642, 1029]
ad-line: Capital ........ £1,000,000. bbox=[664, 873, 741, 883]
